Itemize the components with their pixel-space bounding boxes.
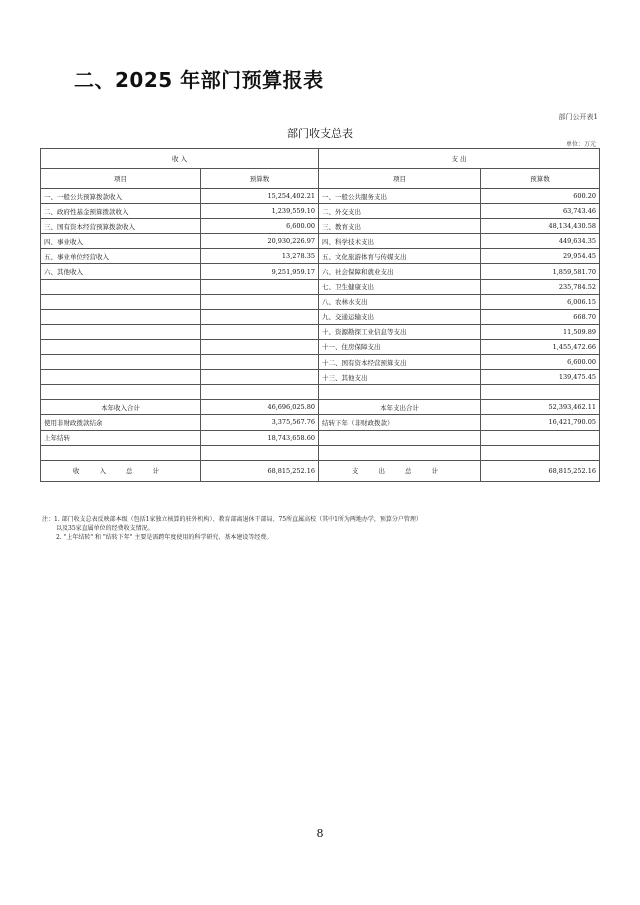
income-total-value: 68,815,252.16 <box>201 460 319 481</box>
table-row <box>41 264 600 279</box>
table-row <box>41 279 600 294</box>
page-heading: 二、2025 年部门预算报表 <box>74 68 324 92</box>
table-row <box>41 385 600 400</box>
income-value-cell: 6,600.00 <box>201 219 319 234</box>
income-item-cell <box>41 370 201 385</box>
expense-value-cell: 29,954.45 <box>481 249 600 264</box>
table-row <box>41 415 600 430</box>
income-value-cell <box>201 445 319 460</box>
income-group-header: 收 入 <box>41 149 319 169</box>
table-tag: 部门公开表1 <box>558 113 598 121</box>
header-column-row <box>41 169 600 189</box>
expense-value-cell: 63,743.46 <box>481 204 600 219</box>
notes <box>42 515 422 542</box>
expense-total-value: 68,815,252.16 <box>481 460 600 481</box>
expense-item-cell <box>319 445 481 460</box>
income-item-cell <box>41 309 201 324</box>
income-item-cell: 上年结转 <box>41 430 201 445</box>
income-item-cell <box>41 339 201 354</box>
expense-item-cell: 五、文化旅游体育与传媒支出 <box>319 249 481 264</box>
income-item-cell: 一、一般公共预算拨款收入 <box>41 189 201 204</box>
expense-subtotal-label: 本年支出合计 <box>319 400 481 415</box>
page-number: 8 <box>316 827 324 840</box>
income-value-cell <box>201 355 319 370</box>
income-item-cell: 使用非财政拨款结余 <box>41 415 201 430</box>
expense-item-cell: 三、教育支出 <box>319 219 481 234</box>
income-value-cell: 1,239,559.10 <box>201 204 319 219</box>
budget-table <box>40 148 600 482</box>
expense-total-label: 支 出 总 计 <box>319 460 481 481</box>
expense-item-cell <box>319 385 481 400</box>
expense-value-cell: 6,006.15 <box>481 294 600 309</box>
expense-value-cell <box>481 445 600 460</box>
table-row <box>41 294 600 309</box>
income-item-cell <box>41 279 201 294</box>
table-row <box>41 324 600 339</box>
expense-budget-header: 预算数 <box>481 169 600 189</box>
expense-value-cell: 6,600.00 <box>481 355 600 370</box>
expense-value-cell: 449,634.35 <box>481 234 600 249</box>
expense-value-cell <box>481 430 600 445</box>
expense-value-cell: 11,509.89 <box>481 324 600 339</box>
income-value-cell: 18,743,658.60 <box>201 430 319 445</box>
income-value-cell <box>201 339 319 354</box>
income-item-cell: 三、国有资本经营预算拨款收入 <box>41 219 201 234</box>
expense-item-cell: 十、资源勘探工业信息等支出 <box>319 324 481 339</box>
income-value-cell: 15,254,402.21 <box>201 189 319 204</box>
table-row <box>41 204 600 219</box>
table-row <box>41 219 600 234</box>
subtotal-row <box>41 400 600 415</box>
grand-total-row <box>41 460 600 481</box>
expense-value-cell <box>481 385 600 400</box>
expense-value-cell: 1,455,472.66 <box>481 339 600 354</box>
income-value-cell <box>201 294 319 309</box>
income-budget-header: 预算数 <box>201 169 319 189</box>
table-row <box>41 189 600 204</box>
expense-item-cell: 九、交通运输支出 <box>319 309 481 324</box>
income-value-cell <box>201 385 319 400</box>
expense-item-cell: 一、一般公共服务支出 <box>319 189 481 204</box>
income-item-cell <box>41 385 201 400</box>
income-item-cell <box>41 355 201 370</box>
income-item-cell: 二、政府性基金预算拨款收入 <box>41 204 201 219</box>
table-row <box>41 370 600 385</box>
income-value-cell: 9,251,959.17 <box>201 264 319 279</box>
income-item-cell <box>41 294 201 309</box>
expense-item-cell: 八、农林水支出 <box>319 294 481 309</box>
table-row <box>41 339 600 354</box>
income-value-cell <box>201 324 319 339</box>
expense-item-header: 项目 <box>319 169 481 189</box>
expense-item-cell: 七、卫生健康支出 <box>319 279 481 294</box>
income-value-cell <box>201 279 319 294</box>
expense-value-cell: 668.70 <box>481 309 600 324</box>
income-value-cell: 13,278.35 <box>201 249 319 264</box>
expense-group-header: 支 出 <box>319 149 600 169</box>
income-item-cell: 六、其他收入 <box>41 264 201 279</box>
table-row <box>41 249 600 264</box>
expense-item-cell: 六、社会保障和就业支出 <box>319 264 481 279</box>
income-value-cell <box>201 370 319 385</box>
table-row <box>41 309 600 324</box>
income-item-cell: 四、事业收入 <box>41 234 201 249</box>
expense-item-cell: 十三、其他支出 <box>319 370 481 385</box>
income-subtotal-label: 本年收入合计 <box>41 400 201 415</box>
budget-table-body <box>41 149 600 482</box>
income-total-label: 收 入 总 计 <box>41 460 201 481</box>
expense-value-cell: 16,421,790.05 <box>481 415 600 430</box>
income-item-cell <box>41 445 201 460</box>
table-title: 部门收支总表 <box>287 127 353 140</box>
note-2: 2. "上年结转" 和 "结转下年" 主要是需跨年度使用的科学研究、基本建设等经费。 <box>56 534 273 541</box>
table-row <box>41 430 600 445</box>
expense-item-cell: 四、科学技术支出 <box>319 234 481 249</box>
income-subtotal-value: 46,696,025.80 <box>201 400 319 415</box>
unit-label: 单位：万元 <box>565 141 596 148</box>
expense-value-cell: 235,784.52 <box>481 279 600 294</box>
expense-value-cell: 139,475.45 <box>481 370 600 385</box>
table-row <box>41 355 600 370</box>
expense-item-cell: 结转下年（非财政拨款） <box>319 415 481 430</box>
note-1-continued: 以及35家直属单位的经费收支情况。 <box>56 525 154 532</box>
table-row <box>41 234 600 249</box>
expense-value-cell: 1,859,581.70 <box>481 264 600 279</box>
income-value-cell: 20,930,226.97 <box>201 234 319 249</box>
expense-value-cell: 600.20 <box>481 189 600 204</box>
income-value-cell: 3,375,567.76 <box>201 415 319 430</box>
expense-item-cell: 十二、国有资本经营预算支出 <box>319 355 481 370</box>
expense-item-cell: 十一、住房保障支出 <box>319 339 481 354</box>
note-1: 注：1. 部门收支总表反映部本级（包括1家独立核算的驻外机构）、教育部离退休干部局、75所直属高校（其中1所为两地办学，预算分户管理） <box>42 516 422 523</box>
expense-subtotal-value: 52,393,462.11 <box>481 400 600 415</box>
table-row <box>41 445 600 460</box>
income-item-header: 项目 <box>41 169 201 189</box>
expense-value-cell: 48,134,430.58 <box>481 219 600 234</box>
header-group-row <box>41 149 600 169</box>
income-value-cell <box>201 309 319 324</box>
income-item-cell <box>41 324 201 339</box>
income-item-cell: 五、事业单位经营收入 <box>41 249 201 264</box>
expense-item-cell: 二、外交支出 <box>319 204 481 219</box>
expense-item-cell <box>319 430 481 445</box>
